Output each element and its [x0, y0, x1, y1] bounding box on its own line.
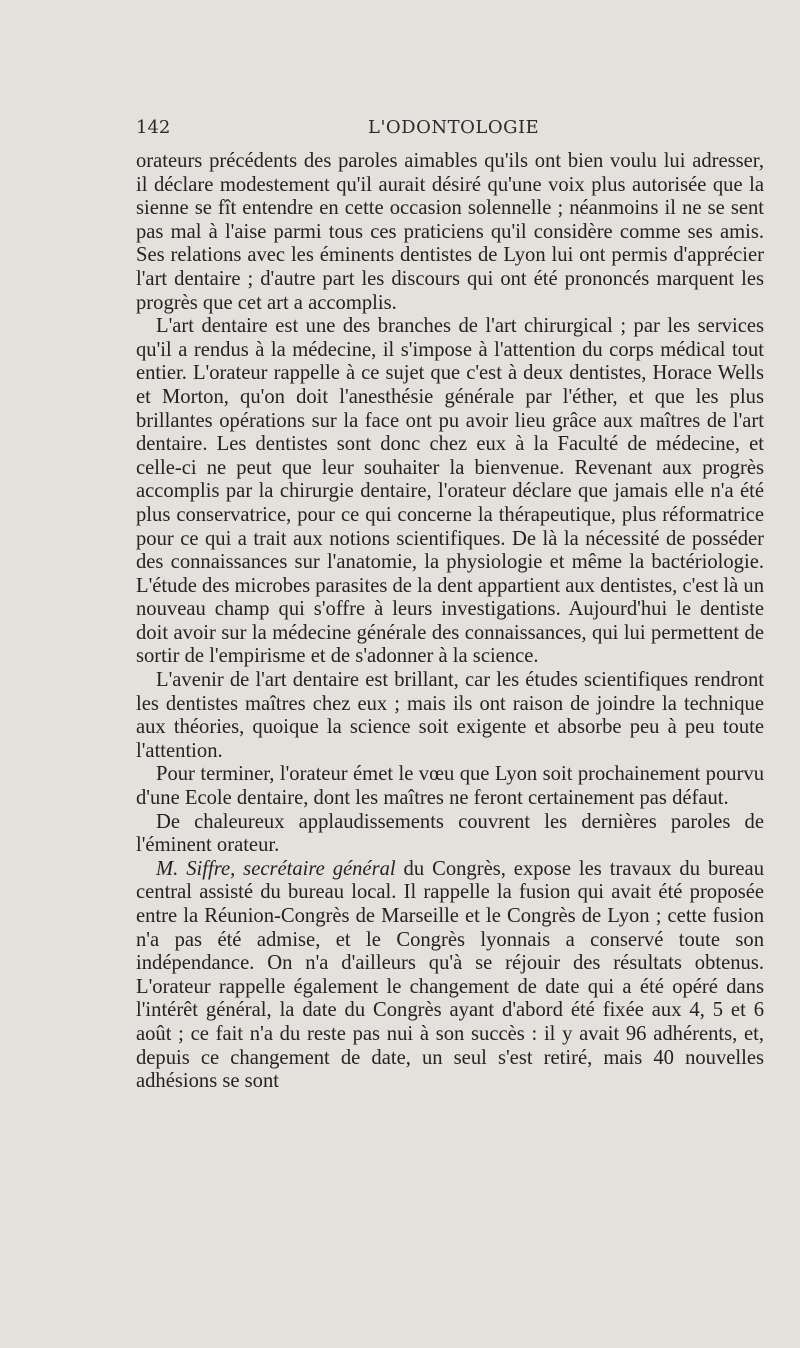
speaker-name: M. Siffre, secrétaire général [156, 857, 396, 880]
page-header [136, 117, 764, 141]
page-number: 142 [136, 117, 171, 138]
paragraph-1: orateurs précédents des paroles aimables qu'ils ont bien voulu lui adresser, il déclare modestement qu'il aurait désiré qu'une voix plus autorisée que la sienne se fît entendre en cette occasion solennelle ; néanmoins il ne se sent pas mal à l'aise parmi tous ces praticiens qu'il considère comme ses amis. Ses relations avec les éminents dentistes de Lyon lui ont permis d'apprécier l'art dentaire ; d'autre part les discours qui ont été prononcés marquent les progrès que cet art a accomplis. [136, 150, 764, 314]
paragraph-6 [136, 858, 764, 1094]
paragraph-6-text: du Congrès, expose les travaux du bureau central assisté du bureau local. Il rappelle la fusion qui avait été proposée entre la Réunion-Congrès de Marseille et le Congrès de Lyon ; cette fusion n'a pas été admise, et le Congrès lyonnais a conservé toute son indépendance. On n'a d'ailleurs qu'à se réjouir des résultats obtenus. L'orateur rappelle également le changement de date qui a été opéré dans l'intérêt général, la date du Congrès ayant d'abord été fixée aux 4, 5 et 6 août ; ce fait n'a du reste pas nui à son succès : il y avait 96 adhérents, et, depuis ce changement de date, un seul s'est retiré, mais 40 nouvelles adhésions se sont [136, 857, 764, 1093]
paragraph-5: De chaleureux applaudissements couvrent les dernières paroles de l'éminent orateur. [136, 810, 764, 857]
paragraph-3: L'avenir de l'art dentaire est brillant, car les études scientifiques rendront les dentistes maîtres chez eux ; mais ils ont raison de joindre la technique aux théories, quoique la science soit exigente et absorbe peu à peu toute l'attention. [136, 669, 764, 762]
paragraph-2: L'art dentaire est une des branches de l'art chirurgical ; par les services qu'il a rendus à la médecine, il s'impose à l'attention du corps médical tout entier. L'orateur rappelle à ce sujet que c'est à deux dentistes, Horace Wells et Morton, qu'on doit l'anesthésie générale par l'éther, et que les plus brillantes opérations sur la face ont pu avoir lieu grâce aux maîtres de l'art dentaire. Les dentistes sont donc chez eux à la Faculté de médecine, et celle-ci ne peut que leur souhaiter la bienvenue. Revenant aux progrès accomplis par la chirurgie dentaire, l'orateur déclare que jamais elle n'a été plus conservatrice, pour ce qui concerne la thérapeutique, plus réformatrice pour ce qui a trait aux notions scientifiques. De là la nécessité de posséder des connaissances sur l'anatomie, la physiologie et même la bactériologie. L'étude des microbes parasites de la dent appartient aux dentistes, c'est là un nouveau champ qui s'offre à leurs investigations. Aujourd'hui le dentiste doit avoir sur la médecine générale des connaissances, qui lui permettent de sortir de l'empirisme et de s'adonner à la science. [136, 315, 764, 668]
running-title: L'ODONTOLOGIE [368, 117, 540, 138]
body-text [136, 150, 764, 1094]
paragraph-4: Pour terminer, l'orateur émet le vœu que Lyon soit prochainement pourvu d'une Ecole dentaire, dont les maîtres ne feront certainement pas défaut. [136, 763, 764, 810]
